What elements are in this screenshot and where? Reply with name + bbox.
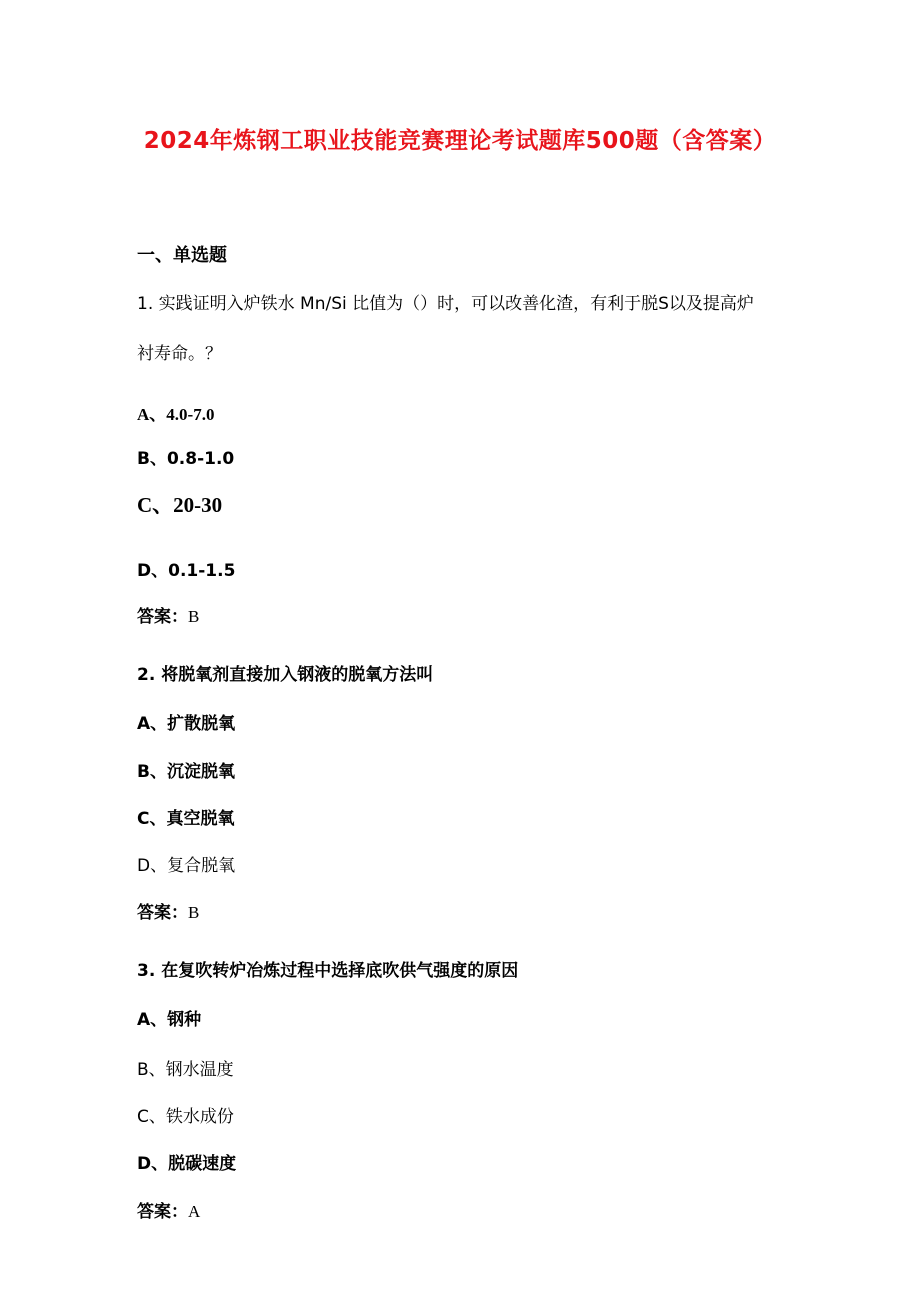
question-2-option-b: B、沉淀脱氧 xyxy=(137,762,235,782)
question-2-option-c: C、真空脱氧 xyxy=(137,809,235,829)
question-1-option-d: D、0.1-1.5 xyxy=(137,561,236,581)
question-2-answer xyxy=(137,902,199,924)
question-1-option-c: C、20-30 xyxy=(137,493,223,517)
question-1-option-a: A、4.0-7.0 xyxy=(137,405,215,424)
answer-label: 答案： xyxy=(137,607,188,627)
question-1-option-b: B、0.8-1.0 xyxy=(137,449,235,469)
document-title: 2024年炼钢工职业技能竞赛理论考试题库500题（含答案） xyxy=(143,128,777,154)
answer-value: A xyxy=(188,1202,201,1221)
section-heading: 一、单选题 xyxy=(137,245,227,266)
question-1-stem-line2: 衬寿命。？ xyxy=(137,344,222,364)
question-3-option-b: B、钢水温度 xyxy=(137,1060,234,1080)
question-3-option-c: C、铁水成份 xyxy=(137,1107,234,1127)
answer-label: 答案： xyxy=(137,903,188,923)
question-3-stem: 3. 在复吹转炉冶炼过程中选择底吹供气强度的原因 xyxy=(137,961,519,981)
question-3-option-a: A、钢种 xyxy=(137,1010,202,1030)
question-2-option-a: A、扩散脱氧 xyxy=(137,714,236,734)
question-3-option-d: D、脱碳速度 xyxy=(137,1154,237,1174)
answer-label: 答案： xyxy=(137,1202,188,1222)
question-1-answer xyxy=(137,606,199,628)
question-1-stem-line1: 1. 实践证明入炉铁水 Mn/Si 比值为（）时，可以改善化渣，有利于脱S以及提高炉 xyxy=(137,294,754,314)
answer-value: B xyxy=(188,607,200,626)
question-2-stem: 2. 将脱氧剂直接加入钢液的脱氧方法叫 xyxy=(137,665,434,685)
answer-value: B xyxy=(188,903,200,922)
question-2-option-d: D、复合脱氧 xyxy=(137,856,236,876)
question-3-answer xyxy=(137,1201,200,1223)
